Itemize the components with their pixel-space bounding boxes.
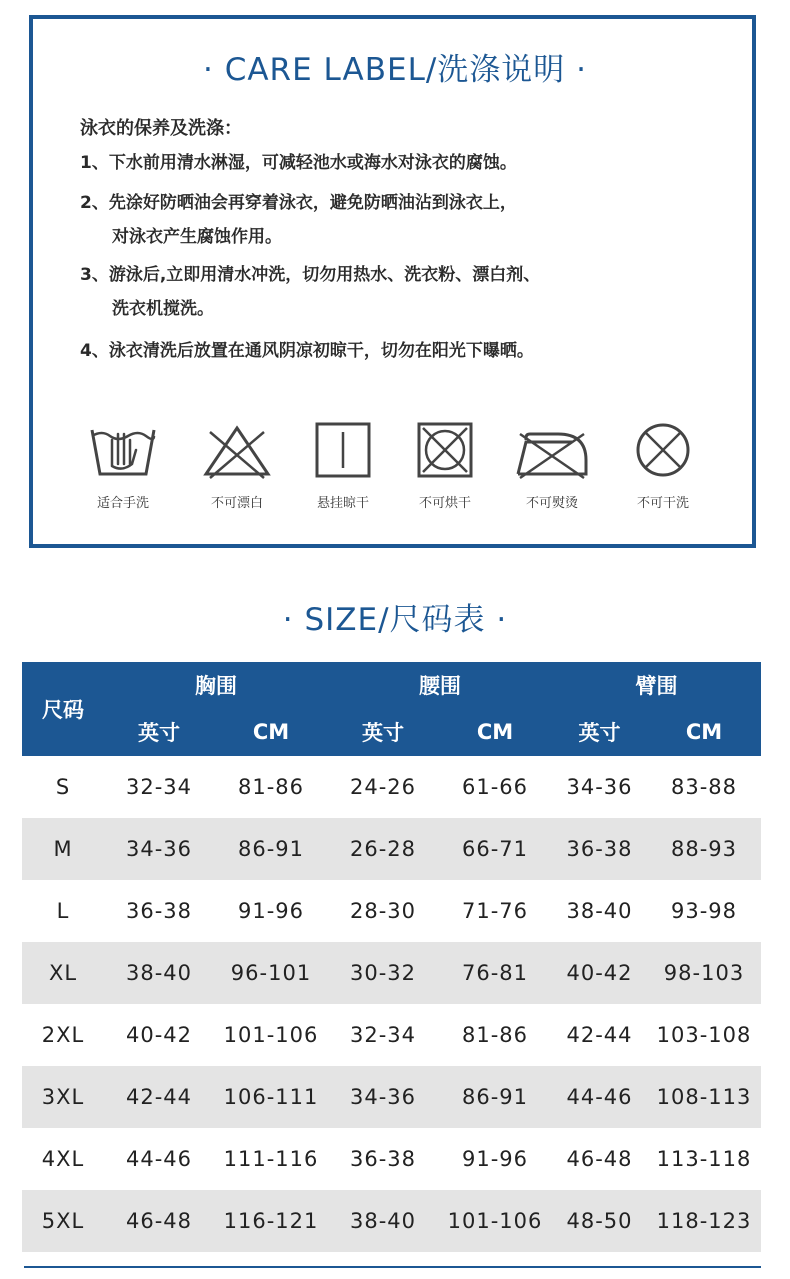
care-item-2 <box>80 186 517 254</box>
table-row <box>22 880 761 942</box>
header-size: 尺码 <box>22 662 104 756</box>
measurement-cell: 36-38 <box>552 818 647 880</box>
measurement-cell: 83-88 <box>647 756 761 818</box>
measurement-cell: 26-28 <box>328 818 438 880</box>
care-symbols <box>60 420 740 530</box>
table-row <box>22 818 761 880</box>
size-cell: L <box>22 880 104 942</box>
measurement-cell: 46-48 <box>104 1190 214 1252</box>
header-unit: CM <box>647 708 761 756</box>
care-intro: 泳衣的保养及洗涤： <box>80 118 242 139</box>
header-chest: 胸围 <box>104 662 328 708</box>
bottom-divider <box>24 1266 761 1268</box>
symbol-no-iron <box>497 420 607 511</box>
symbol-label: 适合手洗 <box>96 496 149 511</box>
symbol-no-tumble-dry <box>390 420 500 511</box>
measurement-cell: 38-40 <box>552 880 647 942</box>
measurement-cell: 32-34 <box>104 756 214 818</box>
size-cell: XL <box>22 942 104 1004</box>
measurement-cell: 91-96 <box>214 880 328 942</box>
measurement-cell: 93-98 <box>647 880 761 942</box>
measurement-cell: 81-86 <box>438 1004 552 1066</box>
table-row <box>22 1190 761 1252</box>
measurement-cell: 88-93 <box>647 818 761 880</box>
no-iron-icon <box>512 420 592 482</box>
measurement-cell: 113-118 <box>647 1128 761 1190</box>
measurement-cell: 42-44 <box>552 1004 647 1066</box>
symbol-no-bleach <box>182 420 292 511</box>
header-unit: CM <box>438 708 552 756</box>
size-cell: 2XL <box>22 1004 104 1066</box>
measurement-cell: 34-36 <box>328 1066 438 1128</box>
symbol-label: 不可干洗 <box>636 496 689 511</box>
table-row <box>22 1066 761 1128</box>
symbol-label: 不可熨烫 <box>525 496 578 511</box>
measurement-cell: 44-46 <box>552 1066 647 1128</box>
header-waist: 腰围 <box>328 662 552 708</box>
measurement-cell: 34-36 <box>104 818 214 880</box>
measurement-cell: 34-36 <box>552 756 647 818</box>
measurement-cell: 38-40 <box>328 1190 438 1252</box>
measurement-cell: 96-101 <box>214 942 328 1004</box>
measurement-cell: 28-30 <box>328 880 438 942</box>
care-item-3 <box>80 258 540 326</box>
measurement-cell: 44-46 <box>104 1128 214 1190</box>
measurement-cell: 30-32 <box>328 942 438 1004</box>
header-unit: CM <box>214 708 328 756</box>
measurement-cell: 106-111 <box>214 1066 328 1128</box>
measurement-cell: 40-42 <box>104 1004 214 1066</box>
symbol-label: 不可烘干 <box>418 496 471 511</box>
care-label-title: · CARE LABEL/洗涤说明 · <box>202 52 587 88</box>
measurement-cell: 42-44 <box>104 1066 214 1128</box>
care-item-3-line2: 洗衣机搅洗。 <box>112 299 214 319</box>
table-row <box>22 1004 761 1066</box>
care-item-1 <box>80 146 517 180</box>
measurement-cell: 81-86 <box>214 756 328 818</box>
measurement-cell: 32-34 <box>328 1004 438 1066</box>
symbol-no-dry-clean <box>608 420 718 511</box>
symbol-label: 悬挂晾干 <box>316 496 369 511</box>
measurement-cell: 101-106 <box>214 1004 328 1066</box>
measurement-cell: 36-38 <box>328 1128 438 1190</box>
symbol-hand-wash <box>68 420 178 511</box>
measurement-cell: 48-50 <box>552 1190 647 1252</box>
care-item-4 <box>80 334 534 368</box>
measurement-cell: 76-81 <box>438 942 552 1004</box>
symbol-hang-dry <box>288 420 398 511</box>
size-table <box>22 662 761 1252</box>
no-tumble-dry-icon <box>410 420 480 482</box>
measurement-cell: 38-40 <box>104 942 214 1004</box>
measurement-cell: 24-26 <box>328 756 438 818</box>
hand-wash-icon <box>88 420 158 482</box>
hang-dry-icon <box>308 420 378 482</box>
measurement-cell: 40-42 <box>552 942 647 1004</box>
size-cell: S <box>22 756 104 818</box>
care-item-3-line1: 3、游泳后,立即用清水冲洗，切勿用热水、洗衣粉、漂白剂、 <box>80 265 541 285</box>
header-unit: 英寸 <box>104 708 214 756</box>
measurement-cell: 66-71 <box>438 818 552 880</box>
measurement-cell: 111-116 <box>214 1128 328 1190</box>
measurement-cell: 36-38 <box>104 880 214 942</box>
header-unit: 英寸 <box>328 708 438 756</box>
measurement-cell: 61-66 <box>438 756 552 818</box>
size-chart-title: · SIZE/尺码表 · <box>282 602 508 638</box>
no-bleach-icon <box>202 420 272 482</box>
size-cell: 5XL <box>22 1190 104 1252</box>
care-item-4-line1: 4、泳衣清洗后放置在通风阴凉初晾干，切勿在阳光下曝晒。 <box>80 341 534 361</box>
care-item-2-line1: 2、先涂好防晒油会再穿着泳衣，避免防晒油沾到泳衣上， <box>80 193 517 213</box>
table-row <box>22 942 761 1004</box>
measurement-cell: 91-96 <box>438 1128 552 1190</box>
size-cell: M <box>22 818 104 880</box>
measurement-cell: 118-123 <box>647 1190 761 1252</box>
measurement-cell: 98-103 <box>647 942 761 1004</box>
care-item-1-line1: 1、下水前用清水淋湿，可减轻池水或海水对泳衣的腐蚀。 <box>80 153 517 173</box>
size-cell: 4XL <box>22 1128 104 1190</box>
size-unit-row <box>22 708 761 756</box>
no-dry-clean-icon <box>628 420 698 482</box>
size-cell: 3XL <box>22 1066 104 1128</box>
measurement-cell: 86-91 <box>438 1066 552 1128</box>
header-arm: 臂围 <box>552 662 761 708</box>
measurement-cell: 46-48 <box>552 1128 647 1190</box>
measurement-cell: 71-76 <box>438 880 552 942</box>
header-unit: 英寸 <box>552 708 647 756</box>
measurement-cell: 108-113 <box>647 1066 761 1128</box>
care-item-2-line2: 对泳衣产生腐蚀作用。 <box>112 227 282 247</box>
measurement-cell: 103-108 <box>647 1004 761 1066</box>
measurement-cell: 101-106 <box>438 1190 552 1252</box>
measurement-cell: 86-91 <box>214 818 328 880</box>
size-header-row <box>22 662 761 708</box>
table-row <box>22 756 761 818</box>
table-row <box>22 1128 761 1190</box>
symbol-label: 不可漂白 <box>210 496 263 511</box>
measurement-cell: 116-121 <box>214 1190 328 1252</box>
